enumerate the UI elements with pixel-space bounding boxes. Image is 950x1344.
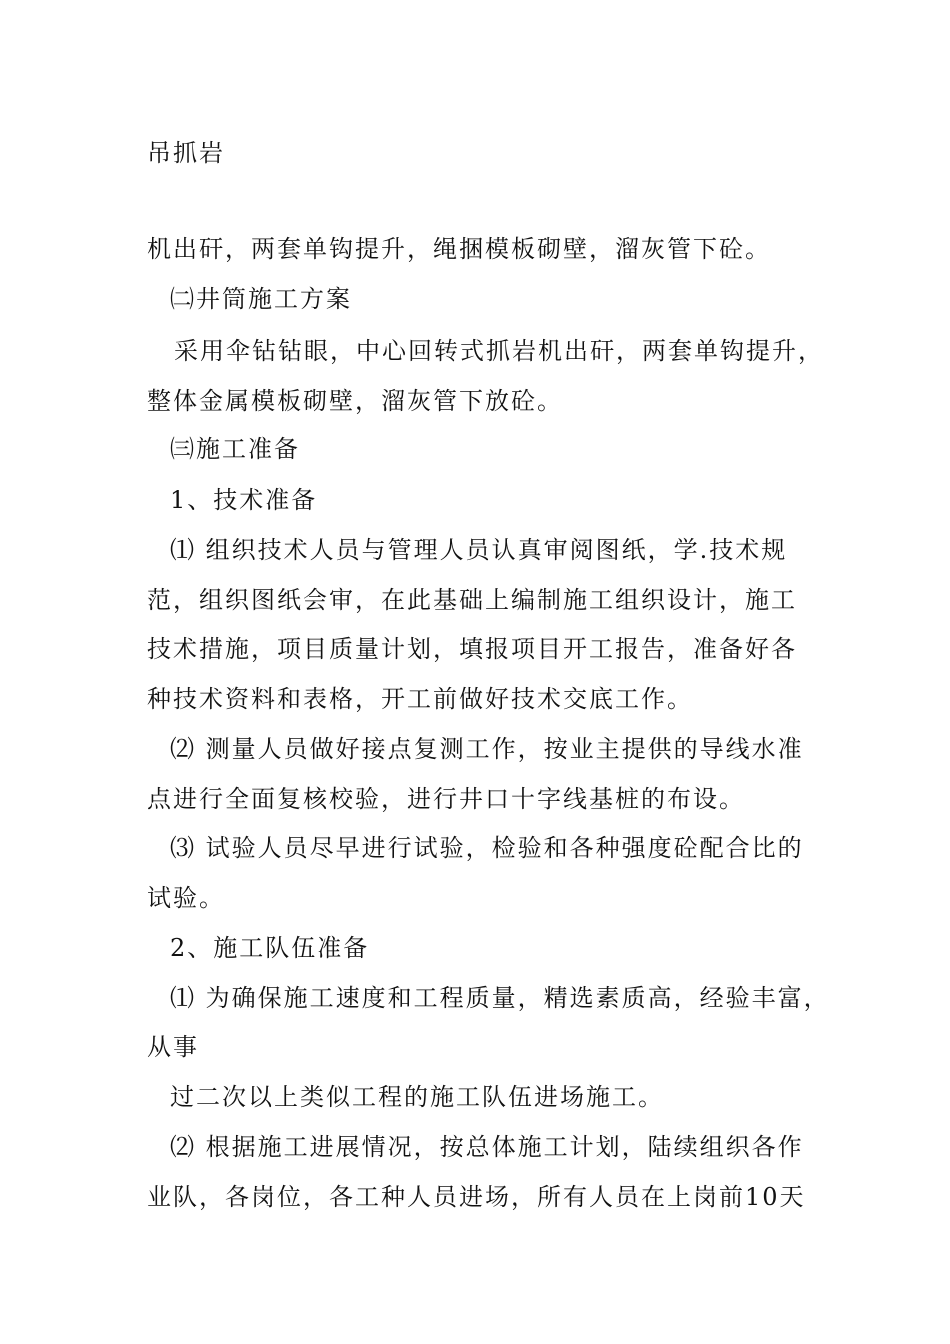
text-line: ⑴ 为确保施工速度和工程质量，精选素质高，经验丰富， [170, 984, 830, 1012]
text-line: 采用伞钻钻眼，中心回转式抓岩机出矸，两套单钩提升， [174, 337, 824, 365]
text-line: 业队，各岗位，各工种人员进场，所有人员在上岗前10天 [147, 1183, 806, 1211]
text-line: 整体金属模板砌壁，溜灰管下放砼。 [147, 387, 563, 415]
text-line: ⑵ 根据施工进展情况，按总体施工计划，陆续组织各作 [170, 1133, 804, 1161]
section-heading: ㈢施工准备 [170, 435, 300, 463]
text-line: 试验。 [147, 884, 225, 912]
subsection-heading: 1、技术准备 [170, 486, 318, 514]
text-line: 吊抓岩 [147, 139, 225, 167]
subsection-heading: 2、施工队伍准备 [170, 934, 370, 962]
text-line: 过二次以上类似工程的施工队伍进场施工。 [170, 1083, 664, 1111]
text-line: 种技术资料和表格，开工前做好技术交底工作。 [147, 685, 693, 713]
text-line: 技术措施，项目质量计划，填报项目开工报告，准备好各 [147, 635, 797, 663]
text-line: 范，组织图纸会审，在此基础上编制施工组织设计，施工 [147, 586, 797, 614]
text-line: 点进行全面复核校验，进行井口十字线基桩的布设。 [147, 785, 745, 813]
text-line: 从事 [147, 1033, 199, 1061]
text-line: 机出矸，两套单钩提升，绳捆模板砌壁，溜灰管下砼。 [147, 235, 771, 263]
section-heading: ㈡井筒施工方案 [170, 285, 352, 313]
text-line: ⑴ 组织技术人员与管理人员认真审阅图纸，学.技术规 [170, 536, 788, 564]
text-line: ⑶ 试验人员尽早进行试验，检验和各种强度砼配合比的 [170, 834, 804, 862]
text-line: ⑵ 测量人员做好接点复测工作，按业主提供的导线水准 [170, 735, 804, 763]
